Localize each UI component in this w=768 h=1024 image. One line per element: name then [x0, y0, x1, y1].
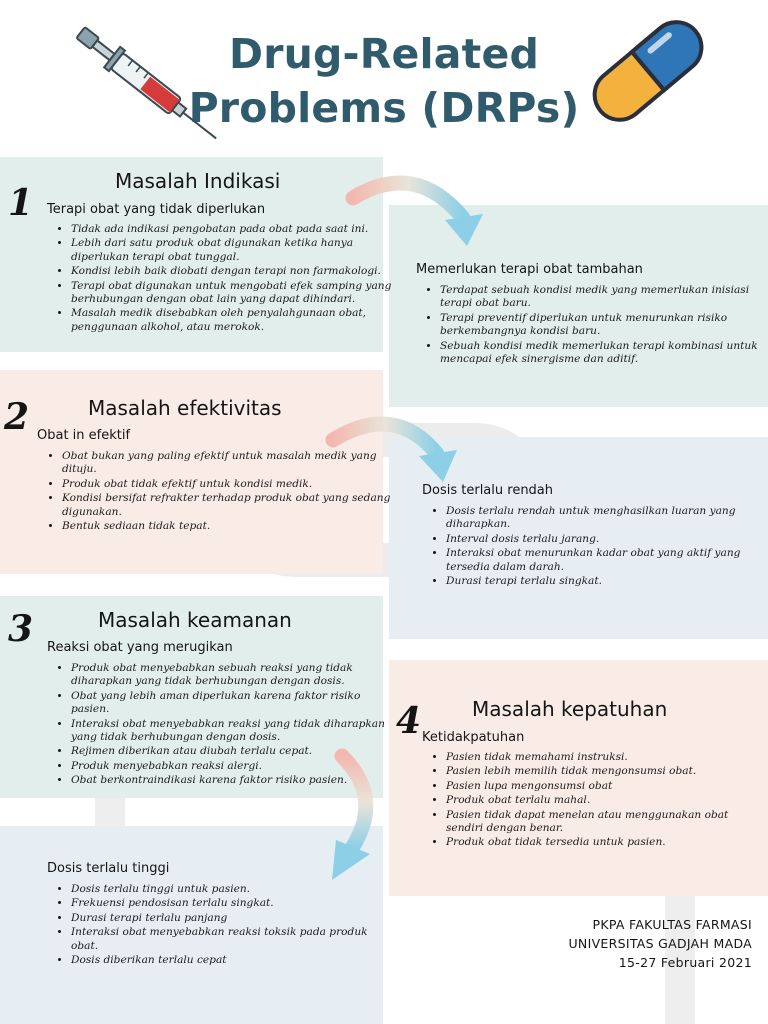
list-item: • Obat bukan yang paling efektif untuk masalah medik yang dituju.	[62, 450, 392, 477]
section-number-2: 2	[4, 396, 30, 438]
efektivitas-side-list	[424, 505, 766, 589]
list-item: • Masalah medik disebabkan oleh penyalahgunaan obat, penggunaan alkohol, atau merokok.	[71, 307, 401, 334]
list-item: • Pasien tidak memahami instruksi.	[446, 751, 766, 764]
list-item: • Obat berkontraindikasi karena faktor risiko pasien.	[71, 774, 401, 787]
list-item: • Tidak ada indikasi pengobatan pada obat pada saat ini.	[71, 223, 401, 236]
list-item: • Interval dosis terlalu jarang.	[446, 533, 766, 546]
list-item: • Frekuensi pendosisan terlalu singkat.	[71, 897, 391, 910]
list-item: • Dosis terlalu rendah untuk menghasilkan luaran yang diharapkan.	[446, 505, 766, 532]
list-item: • Produk obat tidak efektif untuk kondisi medik.	[62, 478, 392, 491]
section-number-3: 3	[8, 608, 34, 650]
kepatuhan-list	[424, 751, 766, 851]
list-item: • Sebuah kondisi medik memerlukan terapi kombinasi untuk mencapai efek sinergisme dan aditif.	[440, 340, 768, 367]
kepatuhan-subheading: Ketidakpatuhan	[422, 730, 525, 745]
list-item: • Produk obat menyebabkan sebuah reaksi yang tidak diharapkan yang tidak berhubungan dengan dosis.	[71, 662, 401, 689]
list-item: • Produk obat tidak tersedia untuk pasien.	[446, 836, 766, 849]
list-item: • Terdapat sebuah kondisi medik yang memerlukan inisiasi terapi obat baru.	[440, 284, 768, 311]
list-item: • Terapi preventif diperlukan untuk menurunkan risiko berkembangnya kondisi baru.	[440, 312, 768, 339]
list-item: • Kondisi bersifat refrakter terhadap produk obat yang sedang digunakan.	[62, 492, 392, 519]
footer-line-1: PKPA FAKULTAS FARMASI	[592, 917, 752, 932]
keamanan-heading: Masalah keamanan	[98, 608, 292, 632]
indikasi-side-list	[418, 284, 768, 367]
list-item: • Terapi obat digunakan untuk mengobati efek samping yang berhubungan dengan obat lain yang dapat dihindari.	[71, 280, 401, 307]
list-item: • Produk obat terlalu mahal.	[446, 794, 766, 807]
curved-arrow-icon	[345, 168, 495, 258]
keamanan-subheading: Reaksi obat yang merugikan	[47, 640, 233, 655]
list-item: • Lebih dari satu produk obat digunakan ketika hanya diperlukan terapi obat tunggal.	[71, 237, 401, 264]
indikasi-subheading: Terapi obat yang tidak diperlukan	[47, 202, 266, 217]
keamanan-side-list	[49, 883, 391, 968]
section-number-1: 1	[8, 182, 34, 224]
list-item: • Dosis terlalu tinggi untuk pasien.	[71, 883, 391, 896]
indikasi-side-subheading: Memerlukan terapi obat tambahan	[416, 262, 643, 277]
capsule-icon	[578, 6, 718, 136]
list-item: • Pasien lebih memilih tidak mengonsumsi obat.	[446, 765, 766, 778]
keamanan-side-subheading: Dosis terlalu tinggi	[47, 861, 170, 876]
efektivitas-subheading: Obat in efektif	[37, 428, 131, 443]
efektivitas-side-subheading: Dosis terlalu rendah	[422, 483, 554, 498]
kepatuhan-heading: Masalah kepatuhan	[472, 697, 668, 721]
list-item: • Rejimen diberikan atau diubah terlalu cepat.	[71, 745, 401, 758]
list-item: • Interaksi obat menyebabkan reaksi toksik pada produk obat.	[71, 926, 391, 953]
list-item: • Interaksi obat menyebabkan reaksi yang tidak diharapkan yang tidak berhubungan dengan dosis.	[71, 718, 401, 745]
list-item: • Dosis diberikan terlalu cepat	[71, 954, 391, 967]
list-item: • Bentuk sediaan tidak tepat.	[62, 520, 392, 533]
section-number-4: 4	[396, 700, 422, 742]
page-title-line2: Problems (DRPs)	[188, 84, 580, 132]
indikasi-heading: Masalah Indikasi	[115, 169, 281, 193]
list-item: • Durasi terapi terlalu panjang	[71, 912, 391, 925]
list-item: • Pasien tidak dapat menelan atau menggunakan obat sendiri dengan benar.	[446, 809, 766, 836]
footer-line-2: UNIVERSITAS GADJAH MADA	[568, 936, 752, 951]
efektivitas-heading: Masalah efektivitas	[88, 396, 282, 420]
list-item: • Produk menyebabkan reaksi alergi.	[71, 760, 401, 773]
list-item: • Kondisi lebih baik diobati dengan terapi non farmakologi.	[71, 265, 401, 278]
syringe-icon	[60, 10, 210, 140]
curved-arrow-icon	[322, 748, 392, 888]
page-title-line1: Drug-Related	[228, 30, 540, 78]
footer-line-3: 15-27 Februari 2021	[618, 955, 752, 970]
curved-arrow-icon	[325, 408, 475, 488]
list-item: • Durasi terapi terlalu singkat.	[446, 575, 766, 588]
list-item: • Pasien lupa mengonsumsi obat	[446, 780, 766, 793]
list-item: • Interaksi obat menurunkan kadar obat yang aktif yang tersedia dalam darah.	[446, 547, 766, 574]
list-item: • Obat yang lebih aman diperlukan karena faktor risiko pasien.	[71, 690, 401, 717]
